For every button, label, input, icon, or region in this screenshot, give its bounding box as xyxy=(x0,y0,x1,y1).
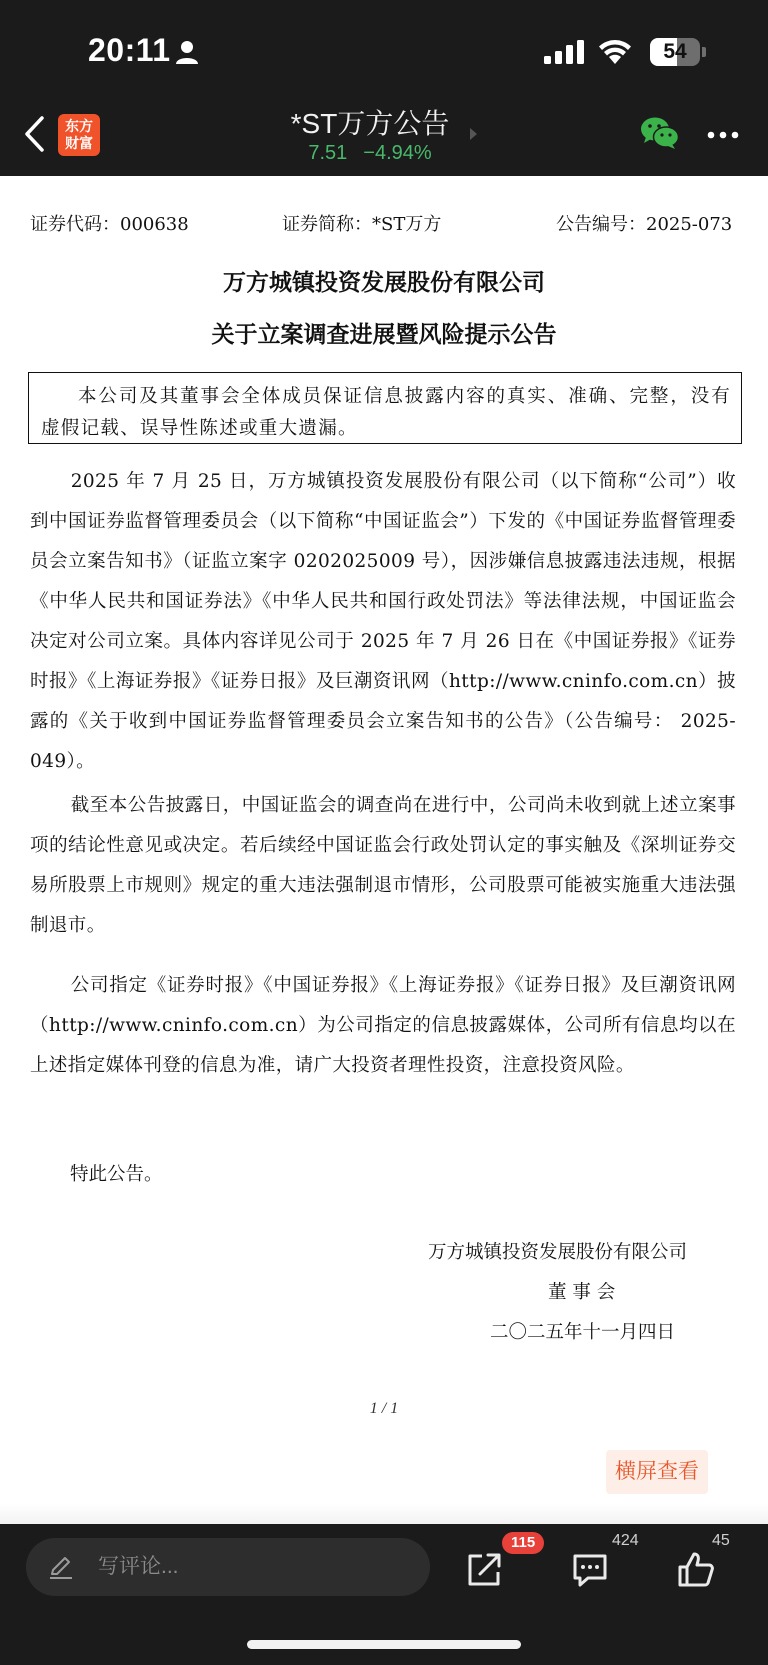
page-indicator: 1 / 1 xyxy=(369,1400,399,1417)
share-count-badge: 115 xyxy=(502,1532,544,1554)
comment-placeholder: 写评论... xyxy=(98,1555,179,1578)
page-title: *ST万方公告 xyxy=(290,108,450,139)
landscape-view-button[interactable]: 横屏查看 xyxy=(606,1450,708,1494)
like-count: 45 xyxy=(712,1532,730,1549)
stock-code: 证券代码：000638 xyxy=(30,214,189,235)
share-icon[interactable] xyxy=(464,1550,504,1590)
content-divider xyxy=(0,1504,768,1524)
person-icon xyxy=(176,40,198,64)
closing-text: 特此公告。 xyxy=(70,1164,163,1185)
paragraph-1: 2025 年 7 月 25 日，万方城镇投资发展股份有限公司（以下简称“公司”）收到中国证券监督管理委员会（以下简称“中国证监会”）下发的《中国证券监督管理委员会立案告知书》（证监立案字 0202025009 号），因涉嫌信息披露违法违规，根据《中华人民共和国证券法》《中华人民共和国行政处罚法》等法律法规，中国证监会决定对公司立案。具体内容详见公司于 2025 年 7 月 26 日在《中国证券报》《证券时报》《上海证券报》《证券日报》及巨潮资讯网（http://www.cninfo.com.cn）披露的《关于收到中国证券监督管理委员会立案告知书的公告》（公告编号： 2025-049）。 xyxy=(30,471,736,772)
caret-right-icon xyxy=(470,128,477,140)
document-title-subject: 关于立案调查进展暨风险提示公告 xyxy=(211,321,557,348)
comment-input[interactable] xyxy=(26,1538,430,1596)
battery-tip xyxy=(702,47,706,57)
stock-short-name: 证券简称：*ST万方 xyxy=(282,214,442,235)
comment-count: 424 xyxy=(612,1532,639,1549)
pen-icon xyxy=(48,1554,74,1580)
status-time: 20:11 xyxy=(88,32,171,68)
comment-icon[interactable] xyxy=(570,1550,610,1590)
status-bar xyxy=(0,0,768,92)
stock-change: −4.94% xyxy=(363,142,432,164)
more-icon[interactable] xyxy=(706,130,740,140)
statement-box: 本公司及其董事会全体成员保证信息披露内容的真实、准确、完整，没有虚假记载、误导性陈述或重大遗漏。 xyxy=(28,372,742,444)
notice-number: 公告编号：2025-073 xyxy=(556,214,733,235)
battery-level: 54 xyxy=(663,40,687,63)
stock-price: 7.51 xyxy=(308,142,348,164)
nav-bar xyxy=(0,92,768,176)
home-indicator xyxy=(247,1640,521,1649)
battery-icon xyxy=(650,38,700,66)
signal-icon xyxy=(544,40,584,64)
wifi-icon xyxy=(598,38,632,64)
paragraph-2: 截至本公告披露日，中国证监会的调查尚在进行中，公司尚未收到就上述立案事项的结论性意见或决定。若后续经中国证监会行政处罚认定的事实触及《深圳证券交易所股票上市规则》规定的重大违法强制退市情形，公司股票可能被实施重大违法强制退市。 xyxy=(30,795,736,936)
logo-text-top: 东方 xyxy=(65,118,93,134)
signature-board: 董 事 会 xyxy=(548,1282,616,1303)
eastmoney-logo[interactable] xyxy=(58,114,100,156)
like-icon[interactable] xyxy=(676,1550,716,1590)
paragraph-3: 公司指定《证券时报》《中国证券报》《上海证券报》《证券日报》及巨潮资讯网（http://www.cninfo.com.cn）为公司指定的信息披露媒体，公司所有信息均以在上述指定媒体刊登的信息为准，请广大投资者理性投资，注意投资风险。 xyxy=(30,975,736,1076)
signature-company: 万方城镇投资发展股份有限公司 xyxy=(428,1242,688,1263)
back-arrow-icon[interactable] xyxy=(22,114,46,154)
logo-text-bottom: 财富 xyxy=(65,135,93,151)
wechat-share-icon[interactable] xyxy=(640,116,680,150)
signature-date: 二〇二五年十一月四日 xyxy=(490,1322,676,1343)
stock-quote xyxy=(200,142,540,165)
document-title-company: 万方城镇投资发展股份有限公司 xyxy=(223,269,545,296)
